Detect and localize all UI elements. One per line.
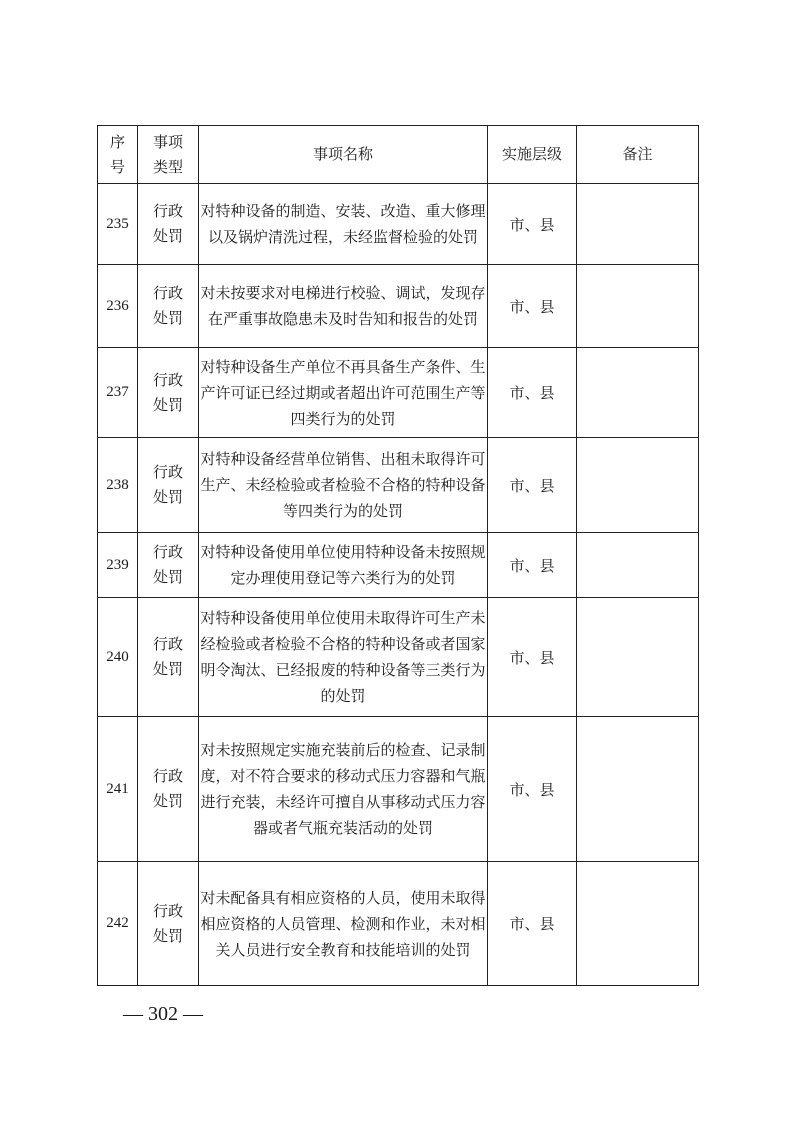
row-type bbox=[138, 862, 199, 986]
row-number: 241 bbox=[98, 717, 138, 862]
row-type bbox=[138, 717, 199, 862]
header-number bbox=[98, 126, 138, 184]
row-name: 对未按照规定实施充装前后的检查、记录制度，对不符合要求的移动式压力容器和气瓶进行充装，未经许可擅自从事移动式压力容器或者气瓶充装活动的处罚 bbox=[199, 717, 488, 862]
row-level: 市、县 bbox=[488, 348, 577, 438]
row-number: 237 bbox=[98, 348, 138, 438]
row-number: 239 bbox=[98, 533, 138, 598]
row-remark bbox=[577, 348, 699, 438]
row-type-line1: 行政 bbox=[152, 543, 183, 561]
row-remark bbox=[577, 265, 699, 348]
row-name: 对特种设备经营单位销售、出租未取得许可生产、未经检验或者检验不合格的特种设备等四类行为的处罚 bbox=[199, 438, 488, 533]
row-remark bbox=[577, 533, 699, 598]
row-type bbox=[138, 184, 199, 265]
row-type-line1: 行政 bbox=[152, 370, 183, 389]
table-row bbox=[98, 717, 699, 862]
row-level: 市、县 bbox=[488, 184, 577, 265]
table-row bbox=[98, 265, 699, 348]
row-type-line1: 行政 bbox=[152, 901, 183, 920]
row-type bbox=[138, 348, 199, 438]
row-type-line1: 行政 bbox=[152, 635, 183, 653]
row-name: 对特种设备使用单位使用未取得许可生产未经检验或者检验不合格的特种设备或者国家明令淘汰、已经报废的特种设备等三类行为的处罚 bbox=[199, 598, 488, 717]
row-type-line1: 行政 bbox=[152, 284, 183, 302]
header-level: 实施层级 bbox=[488, 126, 577, 184]
table-row bbox=[98, 184, 699, 265]
row-type-line1: 行政 bbox=[152, 463, 183, 481]
row-name: 对特种设备生产单位不再具备生产条件、生产许可证已经过期或者超出许可范围生产等四类行为的处罚 bbox=[199, 348, 488, 438]
row-remark bbox=[577, 598, 699, 717]
header-type-line1: 事项 bbox=[152, 132, 183, 151]
row-number: 240 bbox=[98, 598, 138, 717]
table-row bbox=[98, 862, 699, 986]
row-number: 235 bbox=[98, 184, 138, 265]
row-name: 对特种设备的制造、安装、改造、重大修理以及锅炉清洗过程，未经监督检验的处罚 bbox=[199, 184, 488, 265]
row-type-line2: 处罚 bbox=[152, 660, 183, 678]
row-level: 市、县 bbox=[488, 862, 577, 986]
row-type-line2: 处罚 bbox=[152, 926, 183, 945]
row-level: 市、县 bbox=[488, 438, 577, 533]
row-type bbox=[138, 438, 199, 533]
row-number: 236 bbox=[98, 265, 138, 348]
items-table bbox=[97, 125, 699, 986]
header-type-line2: 类型 bbox=[152, 157, 183, 176]
row-remark bbox=[577, 438, 699, 533]
row-type-line2: 处罚 bbox=[152, 227, 183, 245]
row-name: 对未配备具有相应资格的人员，使用未取得相应资格的人员管理、检测和作业，未对相关人员进行安全教育和技能培训的处罚 bbox=[199, 862, 488, 986]
row-level: 市、县 bbox=[488, 717, 577, 862]
header-type bbox=[138, 126, 199, 184]
row-type bbox=[138, 533, 199, 598]
header-name: 事项名称 bbox=[199, 126, 488, 184]
header-number-line1: 序 bbox=[109, 132, 125, 151]
row-number: 238 bbox=[98, 438, 138, 533]
row-type-line2: 处罚 bbox=[152, 568, 183, 586]
row-type-line2: 处罚 bbox=[152, 309, 183, 327]
row-type bbox=[138, 265, 199, 348]
row-level: 市、县 bbox=[488, 598, 577, 717]
row-type-line2: 处罚 bbox=[152, 395, 183, 414]
row-type-line2: 处罚 bbox=[152, 488, 183, 506]
header-remark: 备注 bbox=[577, 126, 699, 184]
row-name: 对特种设备使用单位使用特种设备未按照规定办理使用登记等六类行为的处罚 bbox=[199, 533, 488, 598]
row-remark bbox=[577, 862, 699, 986]
row-remark bbox=[577, 717, 699, 862]
table-row bbox=[98, 348, 699, 438]
header-number-line2: 号 bbox=[109, 157, 125, 176]
table-row bbox=[98, 533, 699, 598]
row-type-line2: 处罚 bbox=[152, 792, 183, 810]
row-type bbox=[138, 598, 199, 717]
row-name: 对未按要求对电梯进行校验、调试，发现存在严重事故隐患未及时告知和报告的处罚 bbox=[199, 265, 488, 348]
page-number: — 302 — bbox=[123, 1003, 203, 1025]
row-level: 市、县 bbox=[488, 265, 577, 348]
row-type-line1: 行政 bbox=[152, 767, 183, 785]
row-type-line1: 行政 bbox=[152, 202, 183, 220]
table-row bbox=[98, 598, 699, 717]
row-number: 242 bbox=[98, 862, 138, 986]
table-row bbox=[98, 438, 699, 533]
row-remark bbox=[577, 184, 699, 265]
table-header-row bbox=[98, 126, 699, 184]
row-level: 市、县 bbox=[488, 533, 577, 598]
